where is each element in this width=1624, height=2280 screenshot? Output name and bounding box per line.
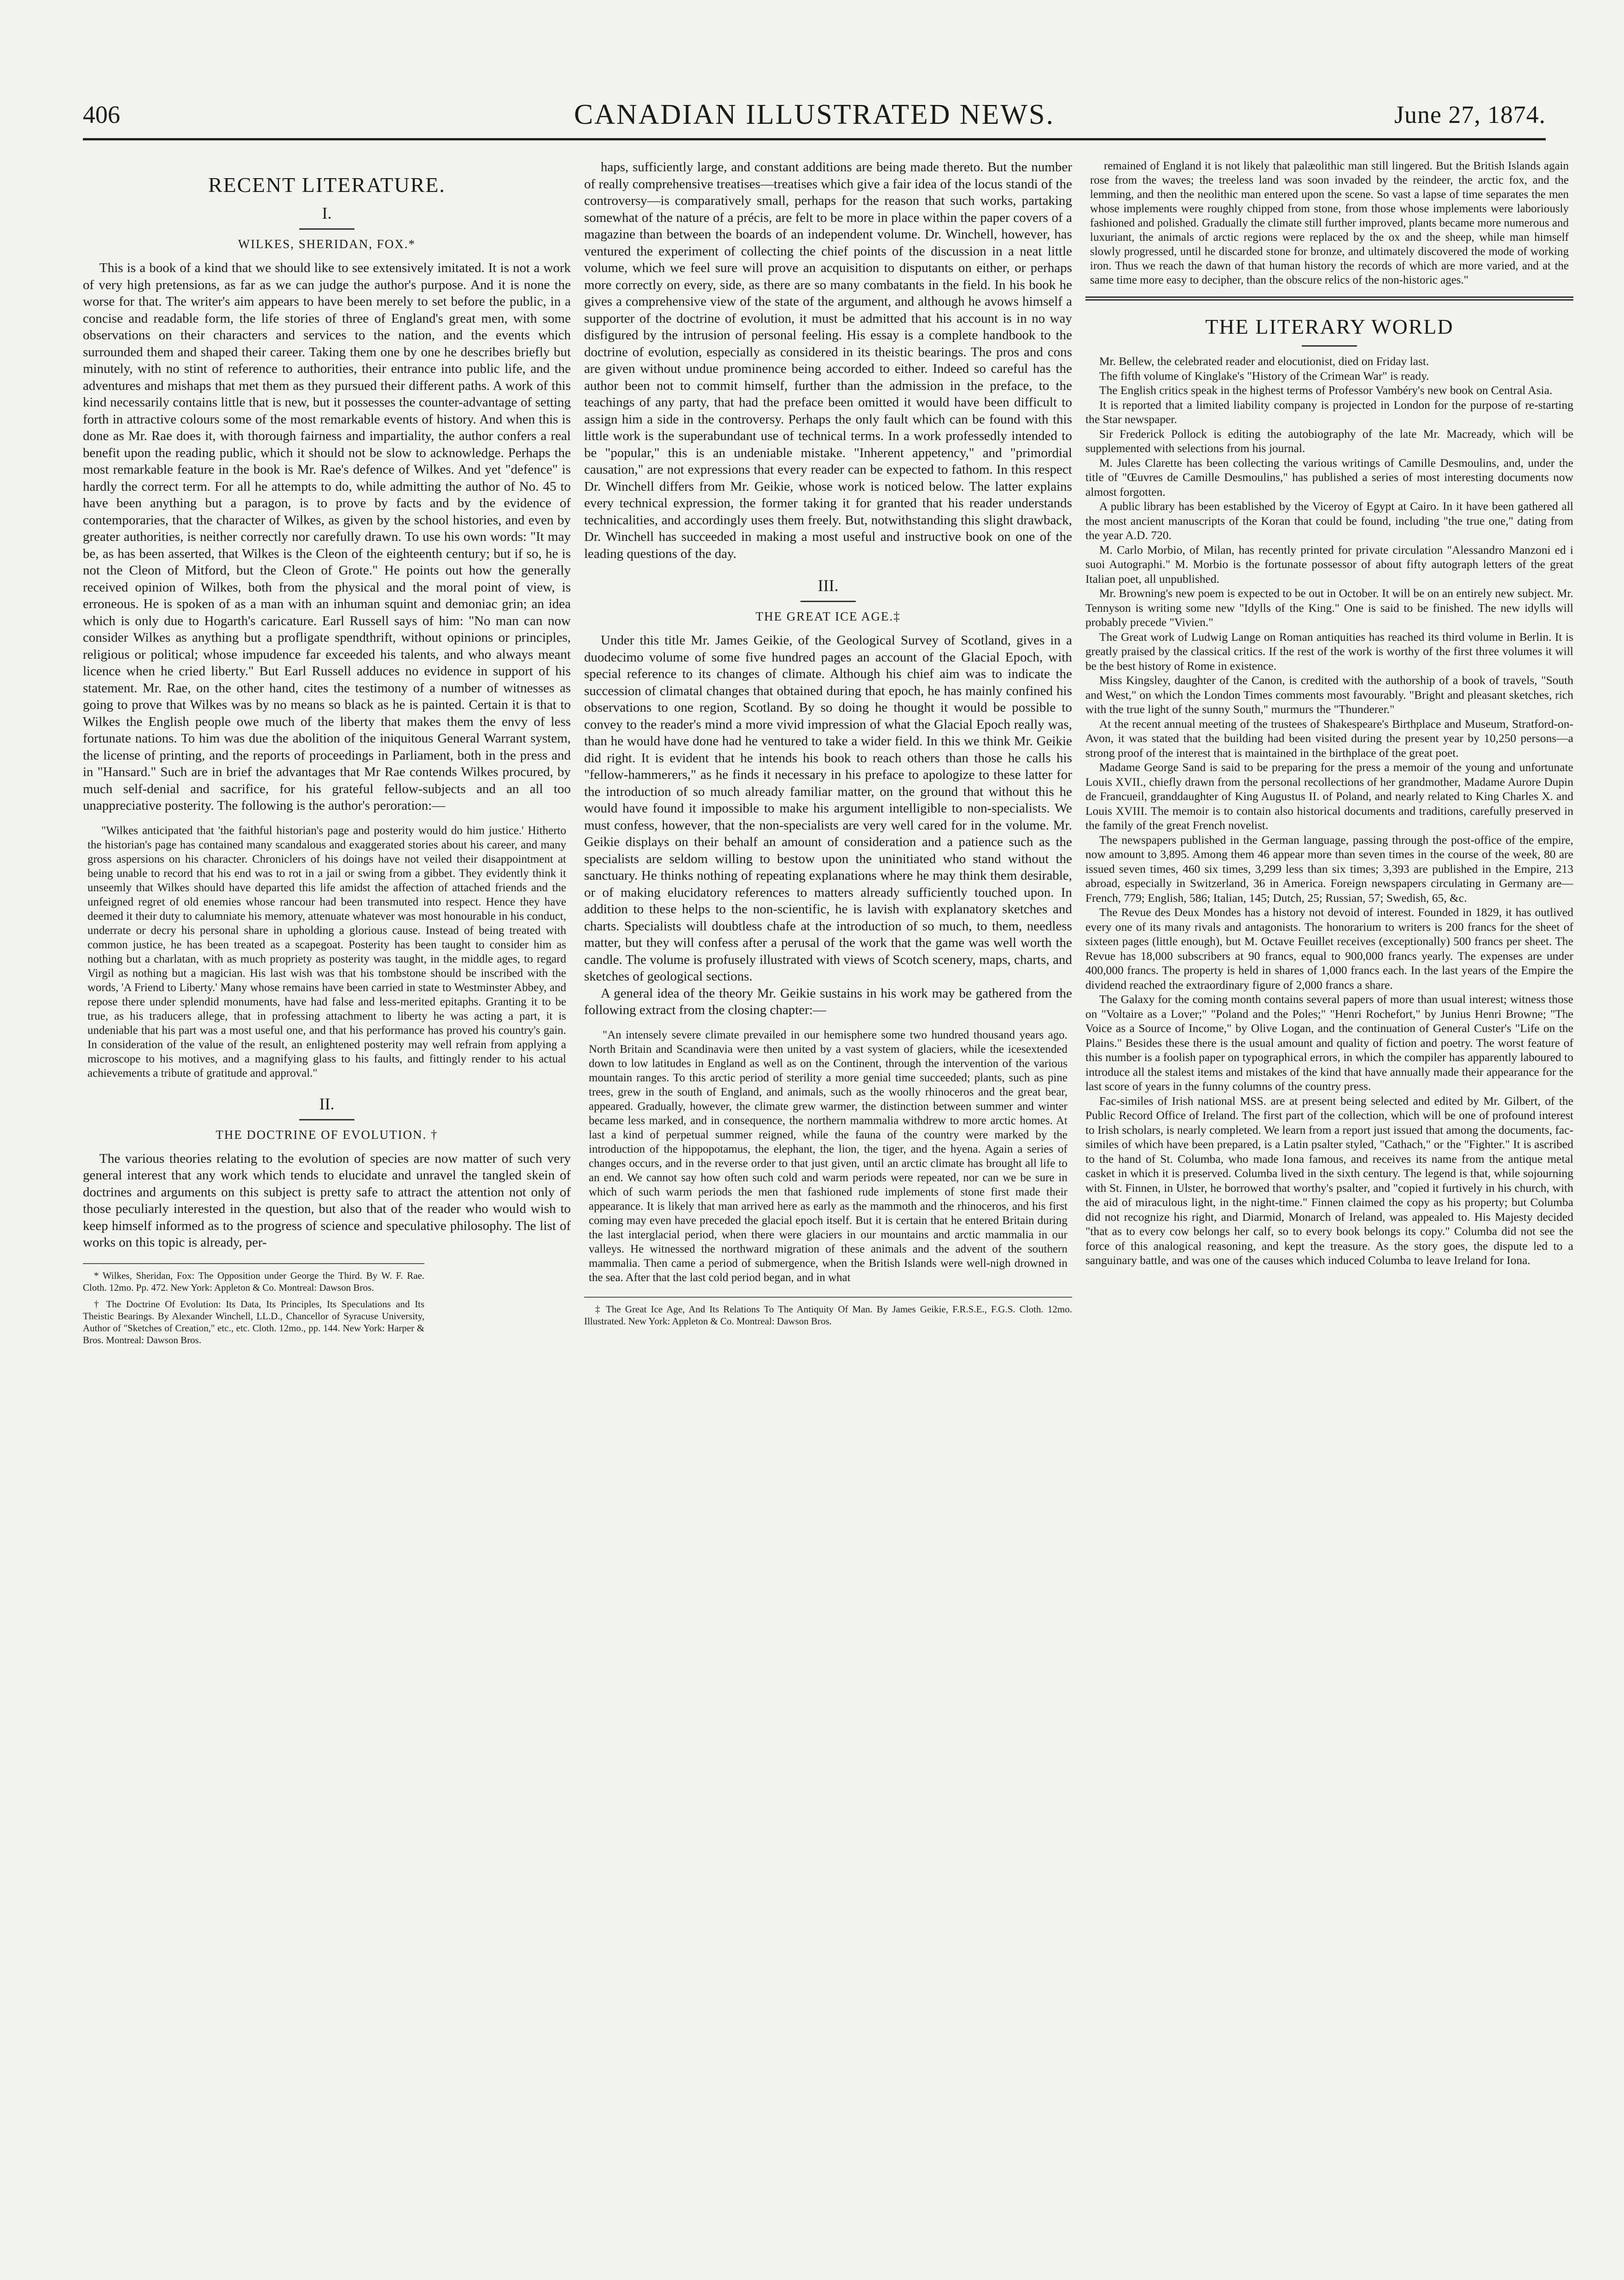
news-items (1085, 354, 1573, 1268)
footnote: * Wilkes, Sheridan, Fox: The Opposition under George the Third. By W. F. Rae. Cloth. 12mo. Pp. 472. New York: Appleton & Co. Montreal: Dawson Bros. (83, 1270, 424, 1293)
news-item: At the recent annual meeting of the trustees of Shakespeare's Birthplace and Museum, Stratford-on-Avon, it was stated that the building had been visited during the present year by 10,250 persons—a strong proof of the interest that is maintained in the birthplace of the great poet. (1085, 717, 1573, 760)
article-paragraph: This is a book of a kind that we should like to see extensively imitated. It is not a work of very high pretensions, as far as we can judge the author's purpose. And it is none the worse for that. The writer's aim appears to have been merely to set before the public, in a concise and readable form, the life stories of three of England's great men, with some observations on their characters and services to the nation, and the events which surrounded them and shaped their career. Taking them one by one he describes briefly but minutely, with no stint of reference to authorities, their entrance into public life, and the adventures and mishaps that met them as they pursued their different paths. A work of this kind necessarily contains little that is new, but it possesses the counter-advantage of setting forth in attractive colours some of the most remarkable events of history. And when this is done as Mr. Rae does it, with thorough fairness and impartiality, the author confers a real benefit upon the reading public, which it should not be slow to acknowledge. Perhaps the most remarkable feature in the book is Mr. Rae's defence of Wilkes. And yet "defence" is hardly the correct term. For all he attempts to do, while admitting the author of No. 45 to have been anything but a paragon, is to prove by facts and by the evidence of contemporaries, that the character of Wilkes, as given by the school histories, and even by greater authorities, is neither correctly nor carefully drawn. To use his own words: "It may be, as has been asserted, that Wilkes is the Cleon of the eighteenth century; but if so, he is not the Cleon of Mitford, but the Cleon of Grote." He points out how the generally received opinion of Wilkes, both from the physical and the moral point of view, is erroneous. He is spoken of as a man with an inhuman squint and demoniac grin; an idea which is only due to Hogarth's caricature. Earl Russell says of him: "No man can now consider Wilkes as anything but a profligate spendthrift, without opinions or principles, religious or political; whose impudence far exceeded his talents, and who always meant licence when he cried liberty." But Earl Russell adduces no evidence in support of his statement. Mr. Rae, on the other hand, cites the testimony of a number of witnesses as going to prove that Wilkes was by no means so black as he is painted. Certain it is that to Wilkes the English people owe much of the liberty that makes them the envy of less fortunate nations. To him was due the abolition of the iniquitous General Warrant system, the license of printing, and the reports of proceedings in Parliament, both in the press and in "Hansard." Such are in brief the advantages that Mr Rae contends Wilkes procured, by much self-denial and sacrifice, for his grateful fellow-subjects and an all too unappreciative posterity. The following is the author's peroration:— (83, 261, 571, 813)
part-numeral-2: II. (319, 1094, 335, 1113)
news-item: M. Jules Clarette has been collecting the various writings of Camille Desmoulins, and, under the title of "Œuvres de Camille Desmoulins," has published a series of most interesting documents now almost forgotten. (1085, 456, 1573, 499)
article-paragraph: The various theories relating to the evolution of species are now matter of such very general interest that any work which tends to elucidate and unravel the tangled skein of doctrines and arguments on this subject is pretty safe to attract the attention not only of those peculiarly interested in the question, but also that of the reader who would wish to keep himself informed as to the progress of science and speculative philosophy. The list of works on this topic is already, per- (83, 1151, 571, 1250)
news-item: Madame George Sand is said to be preparing for the press a memoir of the young and unfortunate Louis XVII., chiefly drawn from the personal recollections of her grandmother, Madame Aurore Dupin de Francueil, granddaughter of King Augustus II. of Poland, and nearly related to King Charles X. and Louis XVIII. The memoir is to contain also historical documents and traditions, carefully preserved in the family of the great French novelist. (1085, 760, 1573, 832)
news-item: The English critics speak in the highest terms of Professor Vambéry's new book on Central Asia. (1099, 383, 1553, 397)
column-2 (584, 159, 1072, 2198)
divider (1302, 345, 1357, 347)
page-number: 406 (83, 101, 120, 128)
masthead (83, 97, 1546, 140)
news-item: Sir Frederick Pollock is editing the autobiography of the late Mr. Macready, which will be supplemented with selections from his journal. (1085, 427, 1573, 455)
news-item: Miss Kingsley, daughter of the Canon, is credited with the authorship of a book of travels, "South and West," on which the London Times comments most favourably. "Bright and pleasant sketches, rich with the true light of the sunny South," murmurs the "Thunderer." (1085, 673, 1573, 716)
newspaper-title: CANADIAN ILLUSTRATED NEWS. (574, 99, 1055, 130)
news-item: M. Carlo Morbio, of Milan, has recently printed for private circulation "Alessandro Manzoni ed i suoi Autographi." M. Morbio is the fortunate possessor of about fifty autograph letters of the great Italian poet, all unpublished. (1085, 543, 1573, 586)
news-item: The Galaxy for the coming month contains several papers of more than usual interest; witness those on "Voltaire as a Lover;" "Poland and the Poles;" "Henri Rochefort," by Junius Henri Browne; "The Voice as a Source of Income," by Olive Logan, and the continuation of General Custer's "Life on the Plains." Besides these there is the usual amount and quality of fiction and poetry. The worst feature of this number is a foolish paper on typographical errors, in which the compiler has apparently laboured to introduce all the stalest items and mistakes of the kind that have annually made their appearance for the last score of years in the funny columns of the country press. (1085, 992, 1573, 1093)
news-item: Mr. Browning's new poem is expected to be out in October. It will be on an entirely new subject. Mr. Tennyson is writing some new "Idylls of the King." One is said to be finished. The new idylls will probably precede "Vivien." (1085, 586, 1573, 629)
issue-date: June 27, 1874. (1394, 101, 1546, 128)
footnotes (584, 1297, 1072, 1327)
article-paragraph: A general idea of the theory Mr. Geikie sustains in his work may be gathered from the following extract from the closing chapter:— (584, 986, 1072, 1017)
news-item: The Revue des Deux Mondes has a history not devoid of interest. Founded in 1829, it has outlived every one of its many rivals and antagonists. The honorarium to writers is 200 francs for the sheet of sixteen pages (little enough), but M. Octave Feuillet receives (exceptionally) 500 francs per sheet. The Revue has 18,000 subscribers at 90 francs, equal to 900,000 francs yearly. The expenses are under 400,000 francs. The property is held in shares of 1,000 francs each. In the last years of the Empire the dividend reached the extraordinary figure of 2,000 francs a share. (1085, 905, 1573, 992)
quoted-extract-continued: remained of England it is not likely that palæolithic man still lingered. But the British Islands again rose from the waves; the treeless land was soon invaded by the reindeer, the arctic fox, and the lemming, and then the neolithic man entered upon the scene. So vast a lapse of time separates the men whose implements were roughly chipped from stone, from those whose implements were laboriously fashioned and polished. Gradually the climate still further improved, plants became more numerous and luxuriant, the animals of arctic regions were replaced by the ox and the sheep, while man himself slowly progressed, until he discarded stone for bronze, and ultimately discovered the mode of working iron. Thus we reach the dawn of that human history the records of which are more varied, and at the same time more easy to decipher, than the obscure relics of the non-historic ages." (1090, 160, 1569, 286)
news-item: A public library has been established by the Viceroy of Egypt at Cairo. In it have been gathered all the most ancient manuscripts of the Koran that could be found, including "the true one," dating from the year A.D. 720. (1085, 499, 1573, 542)
news-item: Mr. Bellew, the celebrated reader and elocutionist, died on Friday last. (1099, 354, 1429, 368)
quoted-extract: "An intensely severe climate prevailed in our hemisphere some two hundred thousand years ago. North Britain and Scandinavia were then united by a vast system of glaciers, while the icesextended down to low latitudes in England as well as on the Continent, through the intervention of the various mountain ranges. To this arctic period of sterility a more genial time succeeded; plants, such as pine trees, grew in the south of England, and animals, such as the woolly rhinoceros and the great bear, appeared. Gradually, however, the climate grew warmer, the distinction between summer and winter became less marked, and in consequence, the northern mammalia withdrew to more arctic homes. At last a kind of perpetual summer reigned, while the fauna of the country were marked by the introduction of the hippopotamus, the elephant, the lion, the tiger, and the hyena. Again a series of changes occurs, and in the reverse order to that just given, until an arctic climate has brought all life to an end. We cannot say how often such cold and warm periods were repeated, nor can we be sure in which of such warm periods the men that fashioned rude implements of stone first made their appearance. It is likely that man arrived here as early as the mammoth and the rhinoceros, and his first coming may even have preceded the glacial epoch itself. But it is certain that he entered Britain during the last interglacial period, when there were glaciers in our mountains and arctic mammalia in our valleys. He witnessed the northward migration of these animals and the advent of the southern mammalia. Then came a period of submergence, when the British Islands were well-nigh drowned in the sea. After that the last cold period began, and in what (589, 1028, 1067, 1284)
divider (800, 601, 856, 602)
part-numeral-3: III. (818, 576, 839, 595)
section-divider (1085, 296, 1573, 301)
news-item: It is reported that a limited liability company is projected in London for the purpose of re-starting the Star newspaper. (1085, 398, 1573, 426)
columns (83, 159, 1573, 2198)
column-1 (83, 159, 571, 2198)
divider (299, 1119, 354, 1120)
part-numeral-1: I. (322, 204, 332, 222)
divider (299, 228, 354, 230)
article-title-ice-age: THE GREAT ICE AGE.‡ (755, 609, 901, 623)
footnote: ‡ The Great Ice Age, And Its Relations To The Antiquity Of Man. By James Geikie, F.R.S.E., F.G.S. Cloth. 12mo. Illustrated. New York: Appleton & Co. Montreal: Dawson Bros. (584, 1303, 1072, 1327)
section-title-recent-literature: RECENT LITERATURE. (208, 173, 446, 197)
news-item: The newspapers published in the German language, passing through the post-office of the empire, now amount to 3,895. Among them 46 appear more than seven times in the course of the week, 80 are issued seven times, 460 six times, 3,299 less than six times; 3,393 are published in the Empire, 213 abroad, especially in Switzerland, 36 in America. Foreign newspapers circulating in Germany are—French, 779; English, 586; Italian, 145; Dutch, 25; Russian, 57; Swedish, 65, &c. (1085, 833, 1573, 905)
news-item: Fac-similes of Irish national MSS. are at present being selected and edited by Mr. Gilbert, of the Public Record Office of Ireland. The first part of the collection, which will be one of profound interest to Irish scholars, is nearly completed. We learn from a report just issued that among the documents, fac-similes of which have been prepared, is a Latin psalter styled, "Cathach," or the "Fighter." It is ascribed to the hand of St. Columba, who made Iona famous, and receives its name from the antique metal casket in which it is preserved. Columba lived in the sixth century. The legend is that, while sojourning with St. Finnen, in Ulster, he borrowed that worthy's psalter, and "copied it furtively in his church, with the aid of miraculous light, in the night-time." Finnen claimed the copy as his property; but Columba did not recognize his right, and Diarmid, Monarch of Ireland, was appealed to. His Majesty decided "that as to every cow belongs her calf, so to every book belongs its copy." Columba did not see the force of this analogical reasoning, and kept the treasure. As the story goes, the dispute led to a sanguinary battle, and was one of the causes which induced Columba to leave Ireland for Iona. (1085, 1094, 1573, 1267)
footnote: † The Doctrine Of Evolution: Its Data, Its Principles, Its Speculations and Its Theistic Bearings. By Alexander Winchell, LL.D., Chancellor of Syracuse University, Author of "Sketches of Creation," etc., etc. Cloth. 12mo., pp. 144. New York: Harper & Bros. Montreal: Dawson Bros. (83, 1298, 424, 1346)
section-title-literary-world: THE LITERARY WORLD (1205, 315, 1454, 338)
article-paragraph: haps, sufficiently large, and constant additions are being made thereto. But the number of really comprehensive treatises—treatises which give a fair idea of the locus standi of the controversy—is comparatively small, perhaps for the reason that such works, partaking somewhat of the nature of a précis, are felt to be more in place within the paper covers of a magazine than between the boards of an independent volume. Dr. Winchell, however, has ventured the experiment of collecting the chief points of the discussion in a neat little volume, which we feel sure will prove an acquisition to disputants on either, or perhaps more correctly on every, side, as there are so many combatants in the field. In his book he gives a comprehensive view of the state of the argument, and although he avows himself a supporter of the doctrine of evolution, it must be admitted that his account is in no way disfigured by the intrusion of personal feeling. His essay is a complete handbook to the doctrine of evolution, especially as considered in its theistic bearings. The pros and cons are given without undue prominence being accorded to either. Indeed so careful has the author been not to commit himself, further than the admission in the preface, to the teachings of any party, that had the preface been omitted it would have been difficult to assign him a side in the controversy. Perhaps the only fault which can be found with this little work is the superabundant use of technical terms. In a work professedly intended to be "popular," this is an undeniable mistake. "Inherent appetency," and "primordial causation," are not expressions that every reader can be expected to fathom. In this respect Dr. Winchell differs from Mr. Geikie, whose work is noticed below. The latter explains every technical expression, the former taking it for granted that his reader understands technicalities, and accordingly uses them freely. But, notwithstanding this slight drawback, Dr. Winchell has succeeded in making a most useful and instructive book on one of the leading questions of the day. (584, 160, 1072, 561)
article-title-evolution: THE DOCTRINE OF EVOLUTION. † (215, 1127, 438, 1142)
footnotes (83, 1263, 424, 1346)
column-3 (1085, 159, 1573, 2198)
quoted-extract: "Wilkes anticipated that 'the faithful historian's page and posterity would do him justice.' Hitherto the historian's page has contained many scandalous and exaggerated stories about his career, and many gross aspersions on his character. Chroniclers of his doings have not veiled their disappointment at being unable to record that his end was to rot in a jail or swing from a gibbet. They evidently think it unseemly that Wilkes should have departed this life amidst the affection of attached friends and the unfeigned regret of old enemies whose rancour had been transmuted into respect. Hence they have deemed it their duty to calumniate his memory, attenuate whatever was most honourable in his conduct, underrate or decry his personal share in upholding a glorious cause. Instead of being treated with common justice, he has been treated as a scapegoat. Posterity has been taught to consider him as nothing but a charlatan, with as much propriety as posterity was taught, in the middle ages, to regard Virgil as nothing but a magician. His last wish was that his tombstone should be inscribed with the words, 'A Friend to Liberty.' Many whose remains have been carried in state to Westminster Abbey, and repose there under splendid monuments, have had false and less-merited epitaphs. Granting it to be true, as his traducers allege, that in professing attachment to liberty he was acting a part, it is undeniable that his part was a most useful one, and that his performance has proved his country's gain. In consideration of the value of the result, an enlightened posterity may well refrain from applying a microscope to his motives, and a magnifying glass to his faults, and fittingly render to his actual achievements a tribute of gratitude and approval." (87, 824, 566, 1079)
news-item: The Great work of Ludwig Lange on Roman antiquities has reached its third volume in Berlin. It is greatly praised by the classical critics. If the rest of the work is worthy of the first three volumes it will be the best history of Rome in existence. (1085, 630, 1573, 673)
article-title-wilkes: WILKES, SHERIDAN, FOX.* (238, 237, 416, 251)
news-item: The fifth volume of Kinglake's "History of the Crimean War" is ready. (1099, 369, 1429, 383)
article-paragraph: Under this title Mr. James Geikie, of the Geological Survey of Scotland, gives in a duodecimo volume of some five hundred pages an account of the Glacial Epoch, with special reference to its changes of climate. Although his chief aim was to indicate the succession of climatal changes that obtained during that epoch, he has mainly confined his observations to one region, Scotland. By so doing he thought it would be possible to convey to the reader's mind a more vivid impression of what the Glacial Epoch really was, than he would have done had he ventured to take a wider field. In this we think Mr. Geikie did right. It is evident that he intends his book to reach others than those he calls his "fellow-hammerers," as he finds it necessary in his preface to apologize to these latter for the introduction of so much already familiar matter, on the ground that without this he would have found it impossible to make his argument intelligible to non-specialists. We must confess, however, that the non-specialists are very well cared for in the volume. Mr. Geikie displays on their behalf an amount of consideration and a patience such as the specialists are seldom willing to bestow upon the uninitiated who stand without the sanctuary. He thinks nothing of repeating explanations where he may think them desirable, or of making elucidatory references to matters already sufficiently touched upon. In addition to these helps to the non-scientific, he is lavish with explanatory sketches and charts. Specialists will doubtless chafe at the introduction of so much, to them, needless matter, but they will confess after a perusal of the work that the game was well worth the candle. The volume is profusely illustrated with views of Scotch scenery, maps, charts, and sketches of geological sections. (584, 633, 1072, 984)
